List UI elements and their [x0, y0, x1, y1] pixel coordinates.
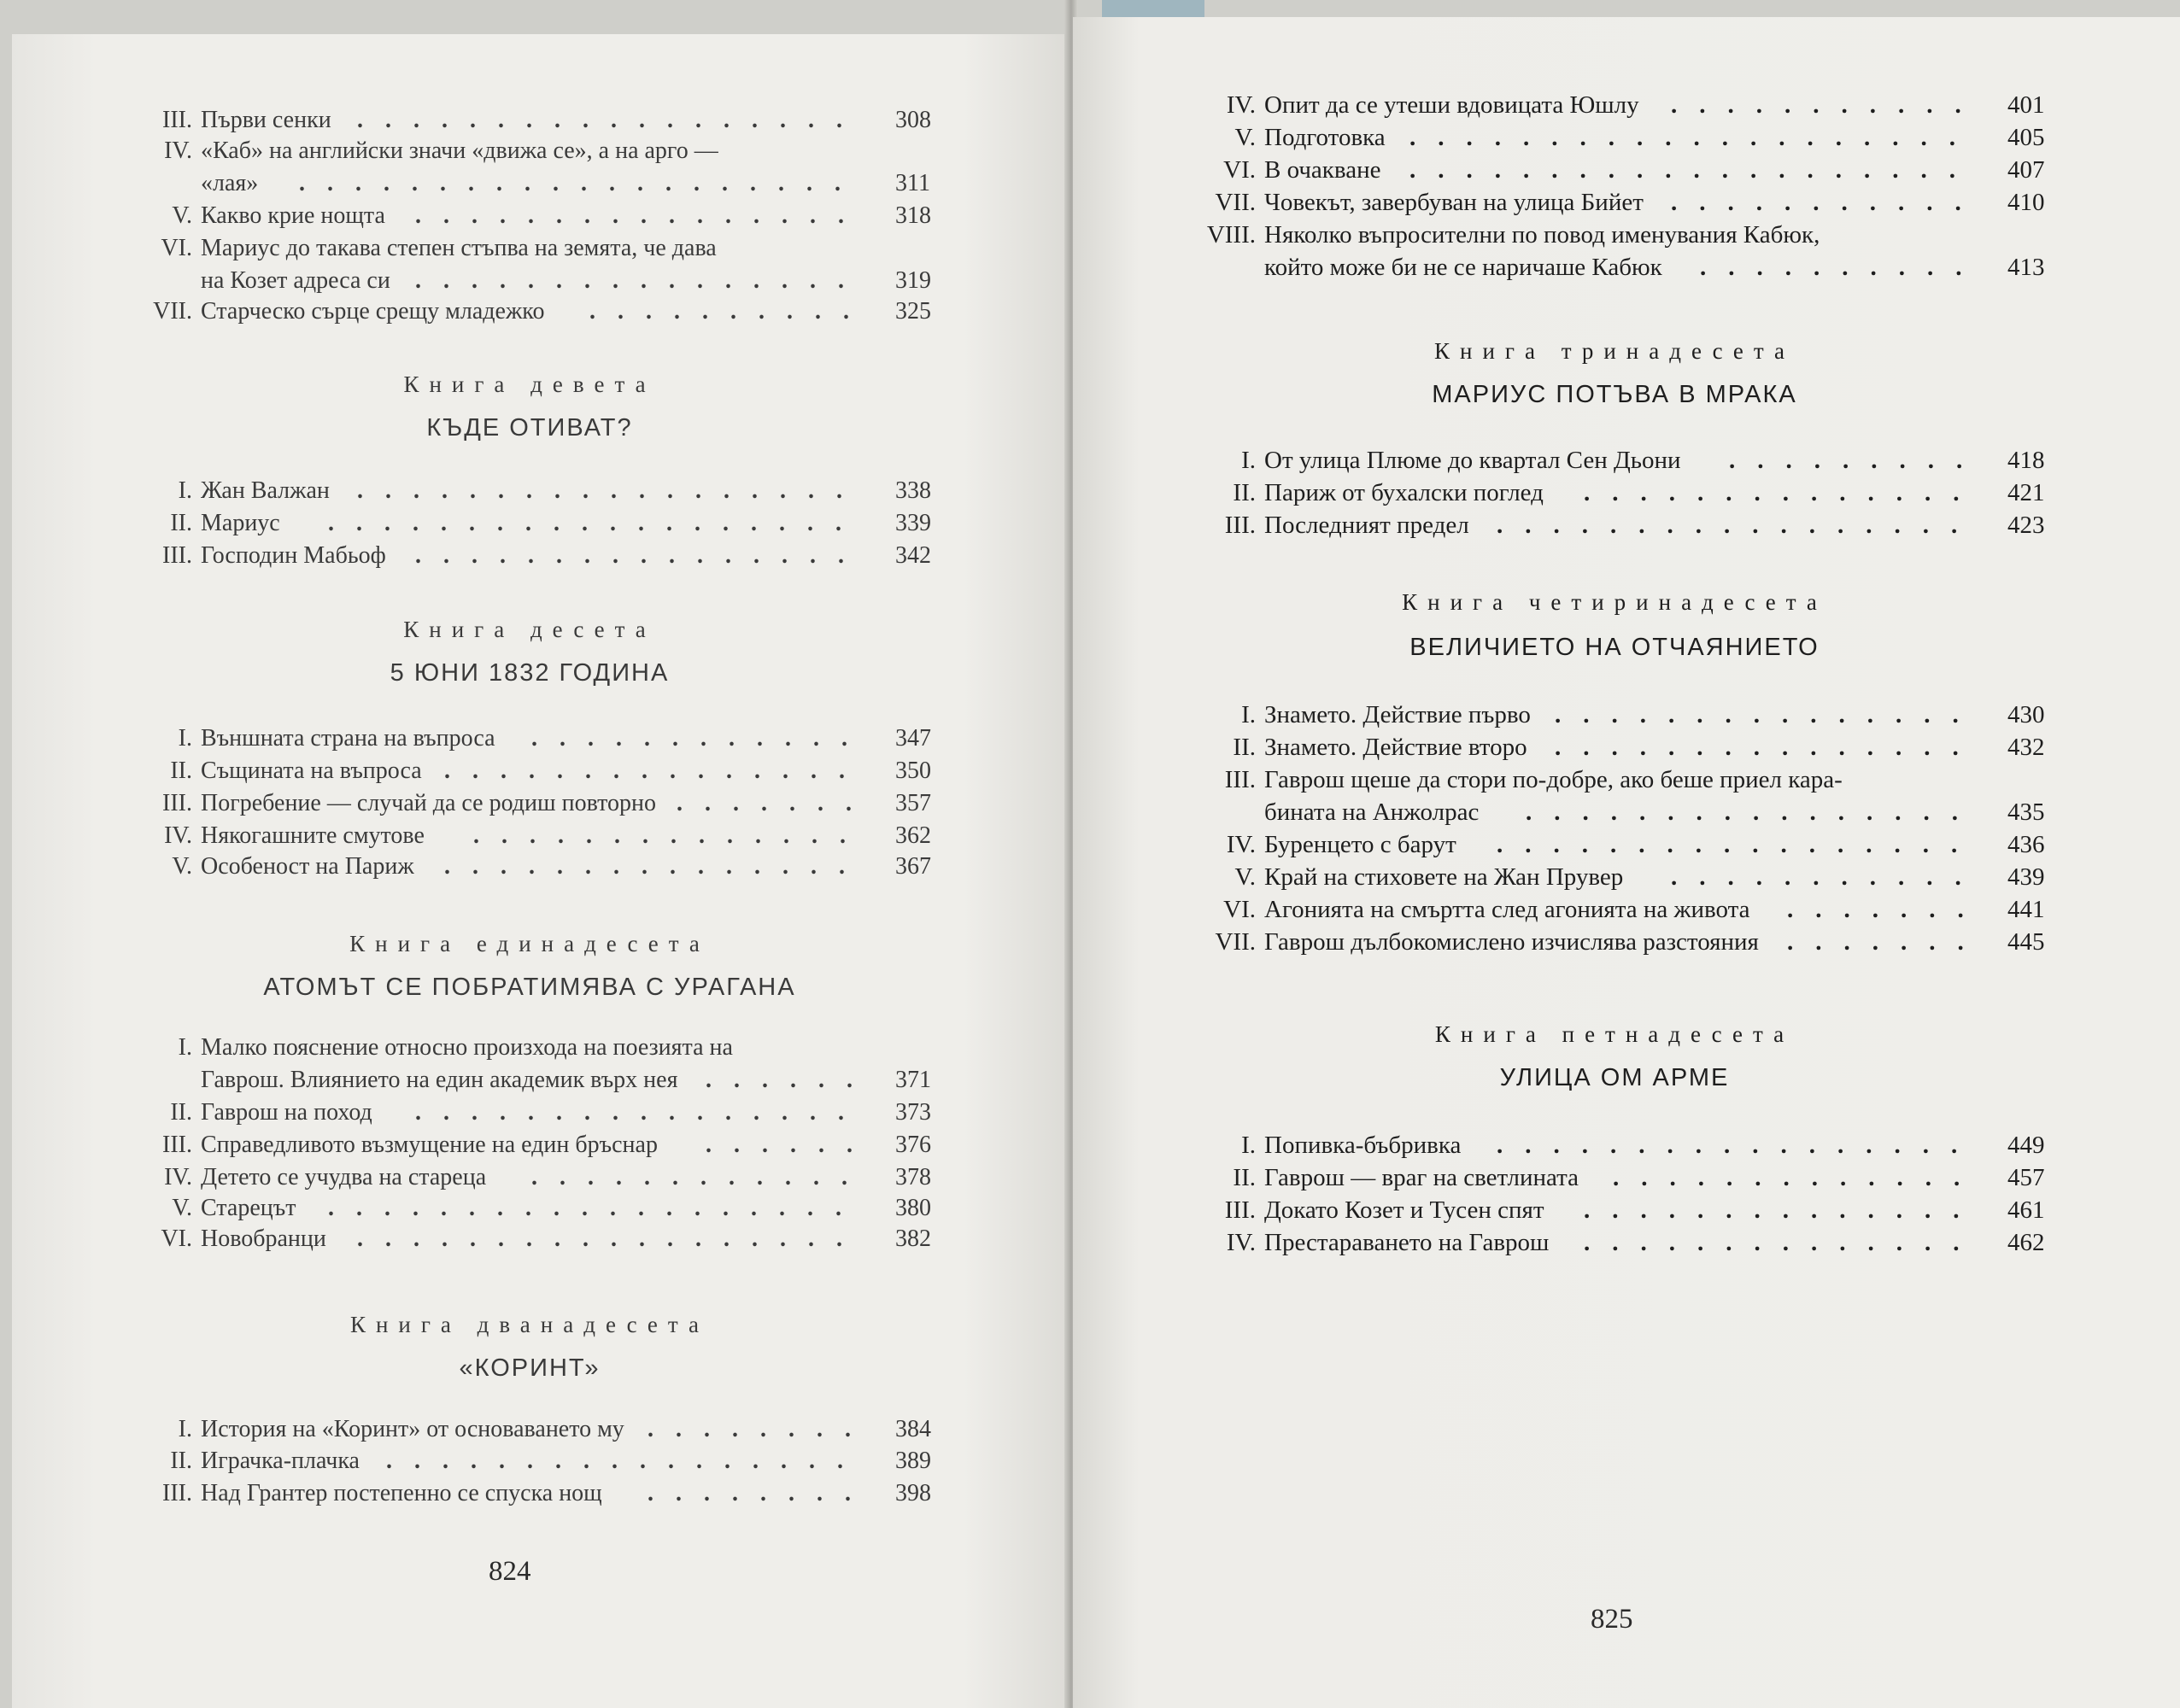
- book-title: АТОМЪТ СЕ ПОБРАТИМЯВА С УРАГАНА: [263, 974, 796, 1001]
- chapter-title: Старецът: [201, 1195, 296, 1221]
- chapter-title: История на «Коринт» от основаването му: [201, 1416, 624, 1442]
- leader-dots: ................: [415, 1099, 866, 1126]
- chapter-number: V.: [172, 202, 192, 229]
- chapter-number: I.: [1241, 447, 1256, 474]
- leader-dots: ...............: [1555, 701, 1981, 728]
- chapter-title: който може би не се наричаше Кабюк: [1264, 254, 1662, 281]
- chapter-number: II.: [170, 1099, 192, 1126]
- page-number: 449: [2007, 1132, 2045, 1159]
- chapter-number: I.: [1241, 701, 1256, 728]
- chapter-number: V.: [1234, 124, 1256, 151]
- chapter-title: Детето се учудва на стареца: [201, 1164, 487, 1190]
- leader-dots: .............: [1613, 1164, 1983, 1191]
- chapter-number: II.: [170, 757, 192, 784]
- page-number: 405: [2007, 124, 2045, 151]
- chapter-title: Особеност на Париж: [201, 853, 414, 880]
- chapter-title: Жан Валжан: [201, 477, 330, 504]
- leader-dots: ......: [706, 1067, 875, 1093]
- leader-dots: ............: [531, 725, 870, 752]
- chapter-title: Първи сенки: [201, 107, 331, 133]
- page-number: 462: [2007, 1229, 2045, 1256]
- chapter-title: Докато Козет и Тусен спят: [1264, 1196, 1544, 1224]
- leader-dots: ..............: [1584, 479, 1982, 506]
- book-title: КЪДЕ ОТИВАТ?: [426, 414, 633, 442]
- chapter-title: «Каб» на английски значи «движа се», а на арго —: [201, 137, 718, 164]
- chapter-number: III.: [162, 542, 192, 569]
- leader-dots: ................: [415, 267, 866, 294]
- leader-dots: ...............: [444, 757, 867, 784]
- leader-dots: .........: [1729, 447, 1985, 474]
- page-number: 311: [895, 170, 930, 196]
- book-label: Книга девета: [403, 371, 656, 397]
- chapter-number: IV.: [1226, 1229, 1256, 1256]
- chapter-title: Над Грантер постепенно се спуска нощ: [201, 1480, 602, 1506]
- page-number: 421: [2007, 479, 2045, 506]
- chapter-number: VII.: [1215, 928, 1256, 956]
- chapter-title: Париж от бухалски поглед: [1264, 479, 1544, 506]
- book-label: Книга петнадесета: [1434, 1021, 1795, 1047]
- leader-dots: ...........: [1671, 189, 1984, 216]
- book-label: Книга четиринадесета: [1402, 589, 1827, 615]
- page-number: 318: [895, 202, 931, 229]
- book-label: Книга дванадесета: [349, 1312, 710, 1337]
- leader-dots: .................: [1497, 512, 1980, 539]
- chapter-title: В очакване: [1264, 156, 1381, 184]
- chapter-title: Гаврош дълбокомислено изчислява разстояния: [1264, 928, 1759, 956]
- chapter-title: Гаврош на поход: [201, 1099, 372, 1126]
- leader-dots: ....................: [299, 170, 863, 196]
- chapter-title: Какво крие нощта: [201, 202, 385, 229]
- leader-dots: ...................: [328, 1195, 864, 1221]
- page-number: 441: [2007, 896, 2045, 923]
- page-number: 435: [2007, 798, 2045, 826]
- chapter-title: От улица Плюме до квартал Сен Дьони: [1264, 447, 1681, 474]
- page-number: 376: [895, 1132, 931, 1158]
- book-title: «КОРИНТ»: [459, 1354, 601, 1382]
- page-number: 382: [895, 1225, 931, 1252]
- page-number: 439: [2007, 863, 2045, 891]
- chapter-number: VIII.: [1206, 221, 1256, 249]
- chapter-title: Мариус: [201, 510, 280, 536]
- leader-dots: ..........: [1700, 254, 1984, 281]
- page-number: 371: [895, 1067, 931, 1093]
- page-number: 378: [895, 1164, 931, 1190]
- page-number: 436: [2007, 831, 2045, 858]
- leader-dots: ............: [531, 1164, 870, 1190]
- page-number: 410: [2007, 189, 2045, 216]
- chapter-number: VI.: [161, 1225, 192, 1252]
- chapter-title: Човекът, завербуван на улица Бийет: [1264, 189, 1644, 216]
- leader-dots: ................: [415, 542, 866, 569]
- chapter-title: Гаврош щеше да стори по-добре, ако беше приел кара-: [1264, 766, 1843, 793]
- book-label: Книга тринадесета: [1433, 338, 1796, 364]
- chapter-number: II.: [170, 1448, 192, 1474]
- chapter-title: Няколко въпросителни по повод именувания Кабюк,: [1264, 221, 1820, 249]
- leader-dots: ..........: [589, 298, 871, 325]
- chapter-number: III.: [162, 790, 192, 816]
- leader-dots: ...............: [444, 853, 867, 880]
- chapter-title: Гаврош. Влиянието на един академик върх нея: [201, 1067, 678, 1093]
- chapter-title: Буренцето с барут: [1264, 831, 1456, 858]
- chapter-number: III.: [162, 107, 192, 133]
- page-number: 308: [895, 107, 931, 133]
- leader-dots: ..............: [1584, 1229, 1982, 1256]
- chapter-title: Попивка-бъбривка: [1264, 1132, 1462, 1159]
- book-title: 5 ЮНИ 1832 ГОДИНА: [390, 659, 670, 687]
- book-label: Книга единадесета: [349, 931, 710, 956]
- book-cover-edge: [1102, 0, 1204, 17]
- leader-dots: ..................: [357, 1225, 864, 1252]
- page-number: 338: [895, 477, 931, 504]
- book-label: Книга десета: [403, 617, 656, 642]
- leader-dots: ........: [648, 1480, 873, 1506]
- leader-dots: .................: [386, 1448, 865, 1474]
- page-number: 413: [2007, 254, 2045, 281]
- page-number: 407: [2007, 156, 2045, 184]
- leader-dots: ...................: [328, 510, 864, 536]
- chapter-number: II.: [1233, 479, 1256, 506]
- chapter-title: Гаврош — враг на светлината: [1264, 1164, 1579, 1191]
- chapter-title: Малко пояснение относно произхода на поезията на: [201, 1034, 733, 1061]
- chapter-number: V.: [172, 1195, 192, 1221]
- book-title: УЛИЦА ОМ АРМЕ: [1499, 1064, 1730, 1091]
- chapter-title: Играчка-плачка: [201, 1448, 360, 1474]
- chapter-number: III.: [1224, 766, 1256, 793]
- chapter-title: на Козет адреса си: [201, 267, 390, 294]
- page-number: 373: [895, 1099, 931, 1126]
- chapter-title: Старческо сърце срещу младежко: [201, 298, 545, 325]
- book-title: МАРИУС ПОТЪВА В МРАКА: [1432, 381, 1797, 408]
- chapter-title: Някогашните смутове: [201, 822, 425, 849]
- chapter-title: Подготовка: [1264, 124, 1386, 151]
- chapter-number: I.: [178, 725, 192, 752]
- chapter-number: II.: [170, 510, 192, 536]
- chapter-title: Новобранци: [201, 1225, 326, 1252]
- chapter-number: IV.: [164, 822, 192, 849]
- page-number: 347: [895, 725, 931, 752]
- chapter-title: Последният предел: [1264, 512, 1469, 539]
- leader-dots: ...............: [1555, 734, 1981, 761]
- page-number: 457: [2007, 1164, 2045, 1191]
- chapter-title: Знамето. Действие първо: [1264, 701, 1531, 728]
- chapter-number: V.: [1234, 863, 1256, 891]
- page-number: 339: [895, 510, 931, 536]
- chapter-title: «лая»: [201, 170, 259, 196]
- leader-dots: ................: [1526, 798, 1980, 826]
- left-page: [12, 34, 1069, 1708]
- leader-dots: ........: [648, 1416, 873, 1442]
- page-number: 342: [895, 542, 931, 569]
- page-number: 445: [2007, 928, 2045, 956]
- chapter-title: Същината на въпроса: [201, 757, 422, 784]
- leader-dots: .................: [1497, 1132, 1980, 1159]
- chapter-title: Агонията на смъртта след агонията на живота: [1264, 896, 1750, 923]
- chapter-number: V.: [172, 853, 192, 880]
- chapter-number: VII.: [153, 298, 192, 325]
- chapter-number: VI.: [1223, 896, 1256, 923]
- chapter-number: IV.: [164, 1164, 192, 1190]
- chapter-number: III.: [162, 1132, 192, 1158]
- page-number: 389: [895, 1448, 931, 1474]
- chapter-number: IV.: [1226, 91, 1256, 119]
- page-number: 380: [895, 1195, 931, 1221]
- chapter-number: II.: [1233, 1164, 1256, 1191]
- page-number: 325: [895, 298, 931, 325]
- page-number: 357: [895, 790, 931, 816]
- page-number: 319: [895, 267, 931, 294]
- chapter-title: Край на стиховете на Жан Прувер: [1264, 863, 1624, 891]
- chapter-title: Външната страна на въпроса: [201, 725, 495, 752]
- page-number: 350: [895, 757, 931, 784]
- page-folio: 824: [489, 1556, 531, 1587]
- leader-dots: ..................: [357, 477, 864, 504]
- chapter-title: Господин Мабьоф: [201, 542, 386, 569]
- leader-dots: .......: [677, 790, 874, 816]
- chapter-title: Справедливото възмущение на един бръснар: [201, 1132, 658, 1158]
- leader-dots: .................: [1497, 831, 1980, 858]
- page-number: 430: [2007, 701, 2045, 728]
- leader-dots: ..................: [357, 107, 864, 133]
- chapter-title: бината на Анжолрас: [1264, 798, 1480, 826]
- leader-dots: .......: [1787, 896, 1986, 923]
- page-number: 384: [895, 1416, 931, 1442]
- chapter-title: Опит да се утеши вдовицата Юшлу: [1264, 91, 1639, 119]
- chapter-title: Погребение — случай да се родиш повторно: [201, 790, 656, 816]
- chapter-number: IV.: [1226, 831, 1256, 858]
- leader-dots: ....................: [1409, 124, 1978, 151]
- chapter-title: Мариус до такава степен стъпва на земята, че дава: [201, 235, 717, 261]
- page-number: 461: [2007, 1196, 2045, 1224]
- page-number: 423: [2007, 512, 2045, 539]
- page-number: 362: [895, 822, 931, 849]
- chapter-number: III.: [1224, 1196, 1256, 1224]
- page-number: 401: [2007, 91, 2045, 119]
- book-title: ВЕЛИЧИЕТО НА ОТЧАЯНИЕТО: [1409, 634, 1820, 661]
- right-page: [1073, 17, 2180, 1708]
- chapter-number: VI.: [161, 235, 192, 261]
- chapter-number: IV.: [164, 137, 192, 164]
- chapter-number: I.: [178, 1416, 192, 1442]
- chapter-title: Престараването на Гаврош: [1264, 1229, 1550, 1256]
- page-number: 432: [2007, 734, 2045, 761]
- page-folio: 825: [1591, 1604, 1633, 1635]
- leader-dots: ..............: [1584, 1196, 1982, 1224]
- leader-dots: .......: [1787, 928, 1986, 956]
- leader-dots: ...........: [1671, 91, 1984, 119]
- chapter-number: I.: [1241, 1132, 1256, 1159]
- chapter-number: I.: [178, 477, 192, 504]
- leader-dots: ...........: [1671, 863, 1984, 891]
- chapter-number: II.: [1233, 734, 1256, 761]
- chapter-number: VII.: [1215, 189, 1256, 216]
- leader-dots: ......: [706, 1132, 875, 1158]
- chapter-number: I.: [178, 1034, 192, 1061]
- chapter-number: III.: [1224, 512, 1256, 539]
- chapter-number: VI.: [1223, 156, 1256, 184]
- page-number: 398: [895, 1480, 931, 1506]
- leader-dots: ....................: [1409, 156, 1978, 184]
- chapter-title: Знамето. Действие второ: [1264, 734, 1527, 761]
- chapter-number: III.: [162, 1480, 192, 1506]
- leader-dots: ..............: [473, 822, 868, 849]
- page-number: 367: [895, 853, 931, 880]
- leader-dots: ................: [415, 202, 866, 229]
- page-number: 418: [2007, 447, 2045, 474]
